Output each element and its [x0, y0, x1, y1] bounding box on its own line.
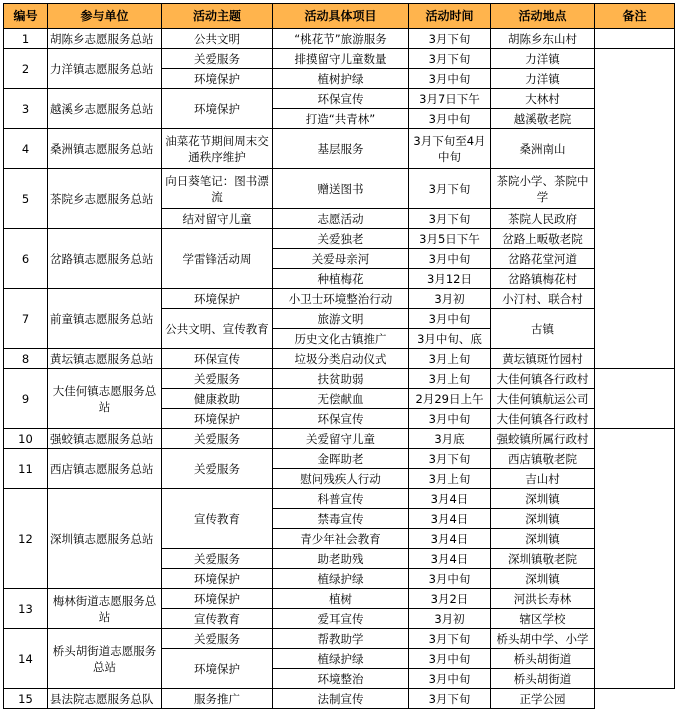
table-cell: 梅林街道志愿服务总站: [48, 589, 162, 629]
table-cell: 3月中旬: [409, 249, 491, 269]
table-cell: 环境整治: [273, 669, 409, 689]
table-cell: 越溪敬老院: [491, 109, 595, 129]
table-cell: 关爱服务: [162, 429, 273, 449]
table-cell: 志愿活动: [273, 209, 409, 229]
table-cell: 吉山村: [491, 469, 595, 489]
table-cell: 关爱服务: [162, 629, 273, 649]
table-row: [4, 89, 675, 109]
table-cell: 西店镇敬老院: [491, 449, 595, 469]
table-cell: 3月12日: [409, 269, 491, 289]
table-cell: 古镇: [491, 309, 595, 349]
table-cell: 桥头胡中学、小学: [491, 629, 595, 649]
table-cell: 大林村: [491, 89, 595, 109]
table-cell: 3月4日: [409, 549, 491, 569]
table-cell: 前童镇志愿服务总站: [48, 289, 162, 349]
header-unit: 参与单位: [48, 4, 162, 29]
table-cell: 3月下旬: [409, 689, 491, 709]
table-cell: 环保宣传: [162, 349, 273, 369]
table-cell: 3月中旬: [409, 669, 491, 689]
table-cell: 茶院小学、茶院中学: [491, 169, 595, 209]
table-cell: 3月下旬至4月中旬: [409, 129, 491, 169]
table-cell: 3月7日下午: [409, 89, 491, 109]
table-cell: 向日葵笔记：图书漂流: [162, 169, 273, 209]
table-cell: 环保宣传: [273, 409, 409, 429]
table-cell: 桥头胡街道: [491, 649, 595, 669]
table-cell: 3月上旬: [409, 369, 491, 389]
table-row: [4, 589, 675, 609]
table-row: [4, 429, 675, 449]
table-cell: 公共文明、宣传教育: [162, 309, 273, 349]
table-cell: 深圳镇: [491, 489, 595, 509]
table-cell: 关爱母亲河: [273, 249, 409, 269]
table-cell: 关爱服务: [162, 549, 273, 569]
table-cell: 3月4日: [409, 489, 491, 509]
table-cell: 3月中旬: [409, 649, 491, 669]
table-cell: 排摸留守儿童数量: [273, 49, 409, 69]
table-cell: 服务推广: [162, 689, 273, 709]
table-cell: 13: [4, 589, 48, 629]
table-cell: 环保宣传: [273, 89, 409, 109]
table-row: [4, 449, 675, 469]
table-cell: 3月下旬: [409, 49, 491, 69]
table-cell: 大佳何镇各行政村: [491, 409, 595, 429]
table-cell: 油菜花节期间周末交通秩序维护: [162, 129, 273, 169]
table-row: [4, 629, 675, 649]
table-cell: 打造“共青林”: [273, 109, 409, 129]
table-row: [4, 349, 675, 369]
table-cell: 大佳何镇各行政村: [491, 369, 595, 389]
table-cell: 茶院乡志愿服务总站: [48, 169, 162, 229]
table-cell: 岔路上畈敬老院: [491, 229, 595, 249]
table-row: [4, 229, 675, 249]
header-row: [4, 4, 675, 29]
table-cell: 宣传教育: [162, 609, 273, 629]
header-number: 编号: [4, 4, 48, 29]
table-cell: 6: [4, 229, 48, 289]
table-cell: 岔路镇志愿服务总站: [48, 229, 162, 289]
table-cell: 慰问残疾人行动: [273, 469, 409, 489]
table-cell: 3月下旬: [409, 169, 491, 209]
table-cell: 赠送图书: [273, 169, 409, 209]
table-cell: 7: [4, 289, 48, 349]
table-cell: 植绿护绿: [273, 569, 409, 589]
table-cell: 深圳镇: [491, 569, 595, 589]
table-cell: 深圳镇敬老院: [491, 549, 595, 569]
table-cell: 宣传教育: [162, 489, 273, 549]
table-cell: 关爱服务: [162, 449, 273, 489]
table-cell: 12: [4, 489, 48, 589]
table-cell: 3月中旬: [409, 109, 491, 129]
table-cell: 8: [4, 349, 48, 369]
table-cell: 辖区学校: [491, 609, 595, 629]
table-row: [4, 169, 675, 209]
table-cell: 3月上旬: [409, 469, 491, 489]
table-cell: 强蛟镇志愿服务总站: [48, 429, 162, 449]
table-cell: 力洋镇: [491, 69, 595, 89]
table-cell: 3月4日: [409, 529, 491, 549]
table-cell: 结对留守儿童: [162, 209, 273, 229]
table-cell: [595, 369, 675, 429]
table-cell: 黄坛镇志愿服务总站: [48, 349, 162, 369]
table-row: [4, 689, 675, 709]
table-cell: 大佳何镇志愿服务总站: [48, 369, 162, 429]
table-cell: 小汀村、联合村: [491, 289, 595, 309]
header-time: 活动时间: [409, 4, 491, 29]
table-row: [4, 49, 675, 69]
table-cell: 9: [4, 369, 48, 429]
table-cell: 3月下旬: [409, 629, 491, 649]
table-cell: 历史文化古镇推广: [273, 329, 409, 349]
table-cell: 县法院志愿服务总队: [48, 689, 162, 709]
table-cell: 深圳镇: [491, 529, 595, 549]
table-cell: 胡陈乡东山村: [491, 29, 595, 49]
table-cell: [595, 49, 675, 369]
table-cell: 3月上旬: [409, 349, 491, 369]
table-cell: 环境保护: [162, 569, 273, 589]
table-cell: 科普宣传: [273, 489, 409, 509]
table-cell: 关爱服务: [162, 49, 273, 69]
table-cell: 大佳何镇航运公司: [491, 389, 595, 409]
table-cell: 植绿护绿: [273, 649, 409, 669]
table-cell: 帮教助学: [273, 629, 409, 649]
table-cell: 旅游文明: [273, 309, 409, 329]
header-remarks: 备注: [595, 4, 675, 29]
table-cell: 茶院人民政府: [491, 209, 595, 229]
table-cell: 桑洲镇志愿服务总站: [48, 129, 162, 169]
table-cell: 3月4日: [409, 509, 491, 529]
table-row: [4, 29, 675, 49]
table-cell: 10: [4, 429, 48, 449]
table-cell: [595, 29, 675, 49]
activity-table: [3, 3, 675, 709]
table-cell: 助老助残: [273, 549, 409, 569]
table-cell: 15: [4, 689, 48, 709]
table-body: [4, 29, 675, 709]
table-cell: 环境保护: [162, 589, 273, 609]
table-cell: 禁毒宣传: [273, 509, 409, 529]
table-cell: 环境保护: [162, 289, 273, 309]
table-row: [4, 129, 675, 169]
table-cell: 3月中旬、底: [409, 329, 491, 349]
table-cell: 3月2日: [409, 589, 491, 609]
table-cell: 深圳镇: [491, 509, 595, 529]
table-cell: 种植梅花: [273, 269, 409, 289]
table-cell: 黄坛镇斑竹园村: [491, 349, 595, 369]
table-cell: [595, 429, 675, 689]
table-cell: 桑洲南山: [491, 129, 595, 169]
table-cell: 基层服务: [273, 129, 409, 169]
table-cell: 扶贫助弱: [273, 369, 409, 389]
table-row: [4, 369, 675, 389]
table-cell: 3月初: [409, 609, 491, 629]
table-cell: 青少年社会教育: [273, 529, 409, 549]
table-cell: 3月底: [409, 429, 491, 449]
table-cell: 关爱服务: [162, 369, 273, 389]
table-cell: 环境保护: [162, 409, 273, 429]
table-cell: 植树护绿: [273, 69, 409, 89]
table-cell: 力洋镇志愿服务总站: [48, 49, 162, 89]
table-cell: 2: [4, 49, 48, 89]
table-cell: 1: [4, 29, 48, 49]
table-cell: 3: [4, 89, 48, 129]
table-cell: 垃圾分类启动仪式: [273, 349, 409, 369]
table-cell: 2月29日上午: [409, 389, 491, 409]
table-cell: 深圳镇志愿服务总站: [48, 489, 162, 589]
table-cell: 3月中旬: [409, 69, 491, 89]
table-cell: 3月下旬: [409, 449, 491, 469]
table-cell: 健康救助: [162, 389, 273, 409]
table-cell: 公共文明: [162, 29, 273, 49]
table-cell: 环境保护: [162, 89, 273, 129]
table-cell: 爱耳宣传: [273, 609, 409, 629]
table-cell: 3月中旬: [409, 309, 491, 329]
header-location: 活动地点: [491, 4, 595, 29]
header-theme: 活动主题: [162, 4, 273, 29]
table-cell: 力洋镇: [491, 49, 595, 69]
table-cell: 3月下旬: [409, 29, 491, 49]
table-cell: 11: [4, 449, 48, 489]
table-cell: 3月中旬: [409, 409, 491, 429]
table-cell: 法制宣传: [273, 689, 409, 709]
table-cell: 胡陈乡志愿服务总站: [48, 29, 162, 49]
table-cell: 桥头胡街道志愿服务总站: [48, 629, 162, 689]
table-cell: 小卫士环境整治行动: [273, 289, 409, 309]
table-cell: 5: [4, 169, 48, 229]
table-cell: “桃花节”旅游服务: [273, 29, 409, 49]
table-cell: 桥头胡街道: [491, 669, 595, 689]
table-cell: 金晖助老: [273, 449, 409, 469]
table-cell: 越溪乡志愿服务总站: [48, 89, 162, 129]
table-cell: 岔路镇梅花村: [491, 269, 595, 289]
table-cell: 植树: [273, 589, 409, 609]
table-cell: 岔路花堂河道: [491, 249, 595, 269]
table-row: [4, 489, 675, 509]
table-cell: 强蛟镇所属行政村: [491, 429, 595, 449]
table-cell: 关爱独老: [273, 229, 409, 249]
table-cell: 3月中旬: [409, 569, 491, 589]
table-cell: 3月下旬: [409, 209, 491, 229]
table-cell: 3月5日下午: [409, 229, 491, 249]
table-cell: 西店镇志愿服务总站: [48, 449, 162, 489]
header-project: 活动具体项目: [273, 4, 409, 29]
table-row: [4, 289, 675, 309]
table-cell: 关爱留守儿童: [273, 429, 409, 449]
table-cell: 4: [4, 129, 48, 169]
table-cell: 正学公园: [491, 689, 595, 709]
table-cell: 14: [4, 629, 48, 689]
table-cell: 3月初: [409, 289, 491, 309]
table-cell: 环境保护: [162, 649, 273, 689]
table-cell: 河洪长寿林: [491, 589, 595, 609]
table-cell: 环境保护: [162, 69, 273, 89]
table-cell: 学雷锋活动周: [162, 229, 273, 289]
table-cell: 无偿献血: [273, 389, 409, 409]
